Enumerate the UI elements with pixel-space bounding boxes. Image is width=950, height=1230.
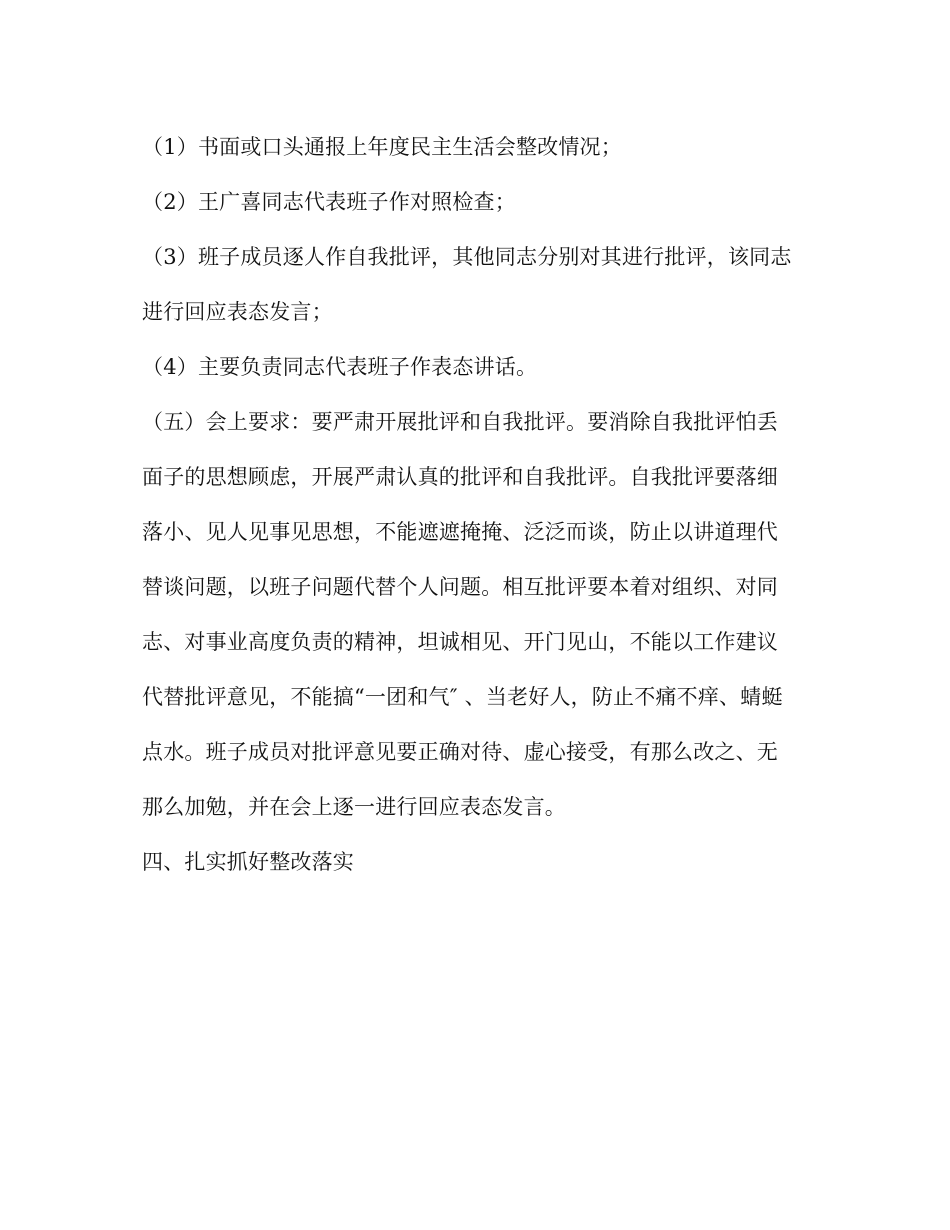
text-line: 点水。班子成员对批评意见要正确对待、虚心接受，有那么改之、无 xyxy=(142,740,778,764)
text-line: 进行回应表态发言； xyxy=(142,300,333,324)
document-body xyxy=(142,124,822,894)
text-line: （1）书面或口头通报上年度民主生活会整改情况； xyxy=(142,135,622,159)
text-line: 代替批评意见，不能搞“一团和气″ 、当老好人，防止不痛不痒、蜻蜓 xyxy=(142,685,783,709)
text-line: 落小、见人见事见思想，不能遮遮掩掩、泛泛而谈，防止以讲道理代 xyxy=(142,520,778,544)
text-line: 替谈问题，以班子问题代替个人问题。相互批评要本着对组织、对同 xyxy=(142,575,778,599)
text-line: 那么加勉，并在会上逐一进行回应表态发言。 xyxy=(142,795,566,819)
text-line: 志、对事业高度负责的精神，坦诚相见、开门见山，不能以工作建议 xyxy=(142,630,778,654)
text-line: （2）王广喜同志代表班子作对照检查； xyxy=(142,190,516,214)
text-line: 面子的思想顾虑，开展严肃认真的批评和自我批评。自我批评要落细 xyxy=(142,465,778,489)
text-line: （五）会上要求：要严肃开展批评和自我批评。要消除自我批评怕丢 xyxy=(142,410,778,434)
text-line: （3）班子成员逐人作自我批评，其他同志分别对其进行批评，该同志 xyxy=(142,245,792,269)
section-heading: 四、扎实抓好整改落实 xyxy=(142,850,354,874)
text-line: （4）主要负责同志代表班子作表态讲话。 xyxy=(142,355,538,379)
